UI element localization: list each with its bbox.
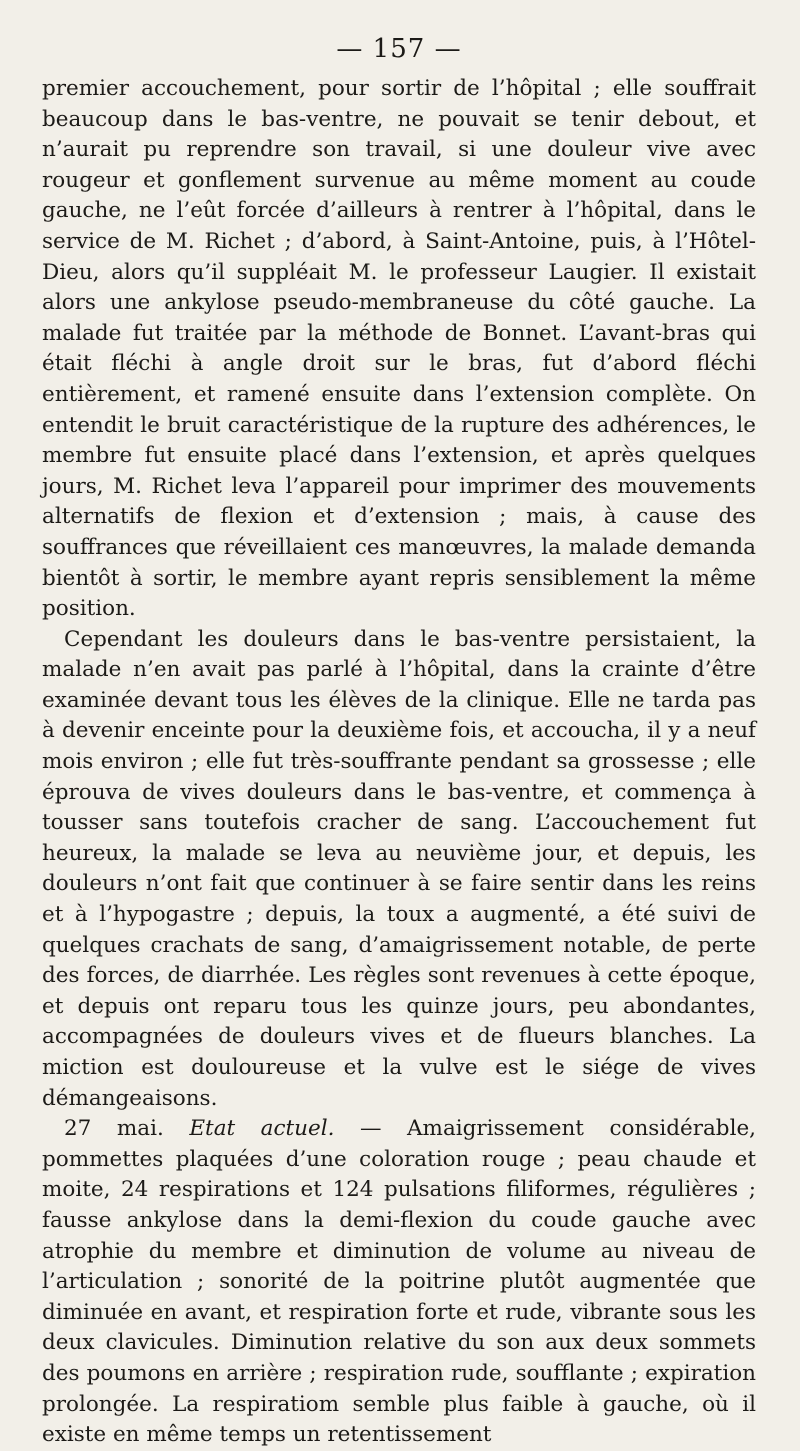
page-body bbox=[42, 74, 756, 1451]
paragraph-3-text: — Amaigrissement considérable, pommettes plaquées d’une coloration rouge ; peau chaude et moite, 24 respirations et 124 pulsations filiformes, régulières ; fausse ankylose dans la demi-flexion du coude gauche avec atrophie du membre et diminution de volume au niveau de l’articulation ; sonorité de la poitrine plutôt augmentée que diminuée en avant, et respiration forte et rude, vibrante sous les deux clavicules. Diminution relative du son aux deux sommets des poumons en arrière ; respiration rude, soufflante ; expiration prolongée. La respiratiom semble plus faible à gauche, où il existe en même temps un retentissement bbox=[42, 1116, 756, 1448]
paragraph-1: premier accouchement, pour sortir de l’hôpital ; elle souffrait beaucoup dans le bas-ventre, ne pouvait se tenir debout, et n’aurait pu reprendre son travail, si une douleur vive avec rougeur et gonflement survenue au même moment au coude gauche, ne l’eût forcée d’ailleurs à rentrer à l’hôpital, dans le service de M. Richet ; d’abord, à Saint-Antoine, puis, à l’Hôtel-Dieu, alors qu’il suppléait M. le professeur Laugier. Il existait alors une ankylose pseudo-membraneuse du côté gauche. La malade fut traitée par la méthode de Bonnet. L’avant-bras qui était fléchi à angle droit sur le bras, fut d’abord fléchi entièrement, et ramené ensuite dans l’extension complète. On entendit le bruit caractéristique de la rupture des adhérences, le membre fut ensuite placé dans l’extension, et après quelques jours, M. Richet leva l’appareil pour imprimer des mouvements alternatifs de flexion et d’extension ; mais, à cause des souffrances que réveillaient ces manœuvres, la malade demanda bientôt à sortir, le membre ayant repris sensiblement la même position. bbox=[42, 76, 756, 622]
paragraph-3 bbox=[42, 1114, 756, 1451]
section-label: Etat actuel. bbox=[189, 1116, 335, 1142]
paragraph-2: Cependant les douleurs dans le bas-ventre persistaient, la malade n’en avait pas parlé à l’hôpital, dans la crainte d’être examinée devant tous les élèves de la clinique. Elle ne tarda pas à devenir enceinte pour la deuxième fois, et accoucha, il y a neuf mois environ ; elle fut très-souffrante pendant sa grossesse ; elle éprouva de vives douleurs dans le bas-ventre, et commença à tousser sans toutefois cracher de sang. L’accouchement fut heureux, la malade se leva au neuvième jour, et depuis, les douleurs n’ont fait que continuer à se faire sentir dans les reins et à l’hypogastre ; depuis, la toux a augmenté, a été suivi de quelques crachats de sang, d’amaigrissement notable, de perte des forces, de diarrhée. Les règles sont revenues à cette époque, et depuis ont reparu tous les quinze jours, peu abondantes, accompagnées de douleurs vives et de flueurs blanches. La miction est douloureuse et la vulve est le siége de vives démangeaisons. bbox=[42, 626, 756, 1111]
page-number: — 157 — bbox=[336, 34, 462, 64]
entry-date: 27 mai. bbox=[64, 1116, 164, 1142]
